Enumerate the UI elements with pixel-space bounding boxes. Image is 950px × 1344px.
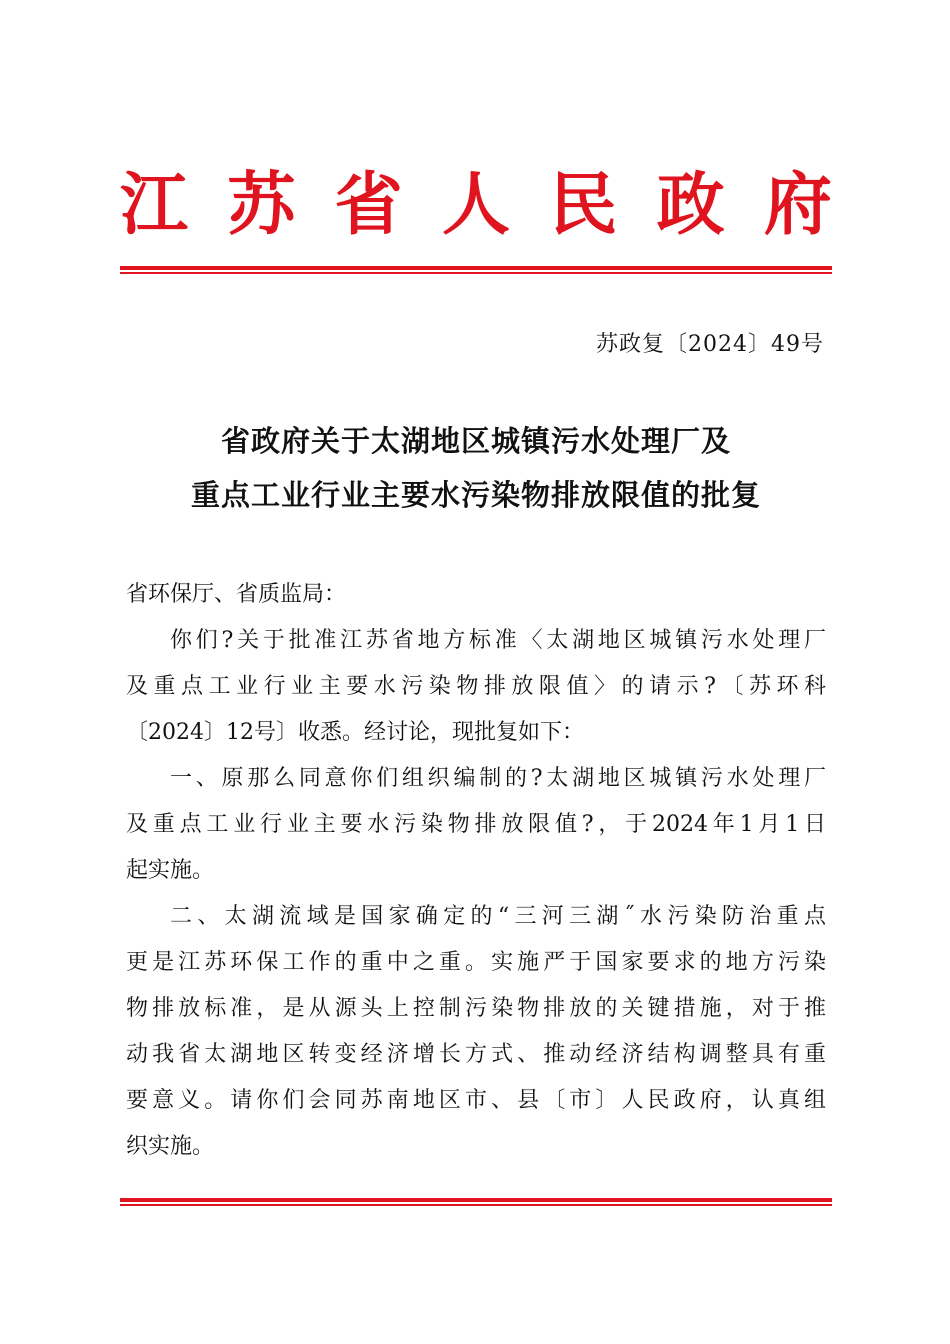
paragraph-line: 二、太湖流域是国家确定的“三河三湖˝水污染防治重点: [170, 904, 826, 929]
paragraph-line: 更是江苏环保工作的重中之重。实施严于国家要求的地方污染: [126, 950, 826, 975]
masthead-char: 府: [763, 165, 832, 245]
paragraph-line: 及重点工业行业主要水污染物排放限值?，于2024年1月1日: [126, 812, 826, 837]
document-body: [126, 572, 826, 1170]
masthead-char: 人: [441, 165, 510, 245]
masthead-char: 江: [120, 165, 189, 245]
paragraph-line: 你们?关于批准江苏省地方标准〈太湖地区城镇污水处理厂: [170, 628, 826, 653]
masthead-char: 民: [549, 165, 618, 245]
masthead-char: 苏: [227, 165, 296, 245]
paragraph-line: 及重点工业行业主要水污染物排放限值〉的请示?〔苏环科: [126, 674, 826, 699]
paragraph-line: 织实施。: [126, 1134, 215, 1159]
paragraph-line: 一、原那么同意你们组织编制的?太湖地区城镇污水处理厂: [170, 766, 826, 791]
title-line-1: 省政府关于太湖地区城镇污水处理厂及: [220, 424, 731, 458]
document-title: [120, 414, 832, 522]
masthead-char: 政: [656, 165, 725, 245]
masthead-char: 省: [334, 165, 403, 245]
document-number: 苏政复〔2024〕49号: [596, 332, 824, 357]
paragraph-line: 物排放标准，是从源头上控制污染物排放的关键措施，对于推: [126, 996, 826, 1021]
paragraph-line: 起实施。: [126, 858, 215, 883]
salutation: 省环保厅、省质监局：: [126, 582, 347, 607]
masthead-issuer: [120, 160, 832, 250]
paragraph-line: 动我省太湖地区转变经济增长方式、推动经济结构调整具有重: [126, 1042, 826, 1067]
title-line-2: 重点工业行业主要水污染物排放限值的批复: [190, 478, 761, 512]
footer-red-rule: [120, 1198, 832, 1206]
paragraph-line: 要意义。请你们会同苏南地区市、县〔市〕人民政府，认真组: [126, 1088, 826, 1113]
paragraph-line: 〔2024〕12号〕收悉。经讨论，现批复如下：: [126, 720, 584, 745]
header-red-rule: [120, 266, 832, 274]
